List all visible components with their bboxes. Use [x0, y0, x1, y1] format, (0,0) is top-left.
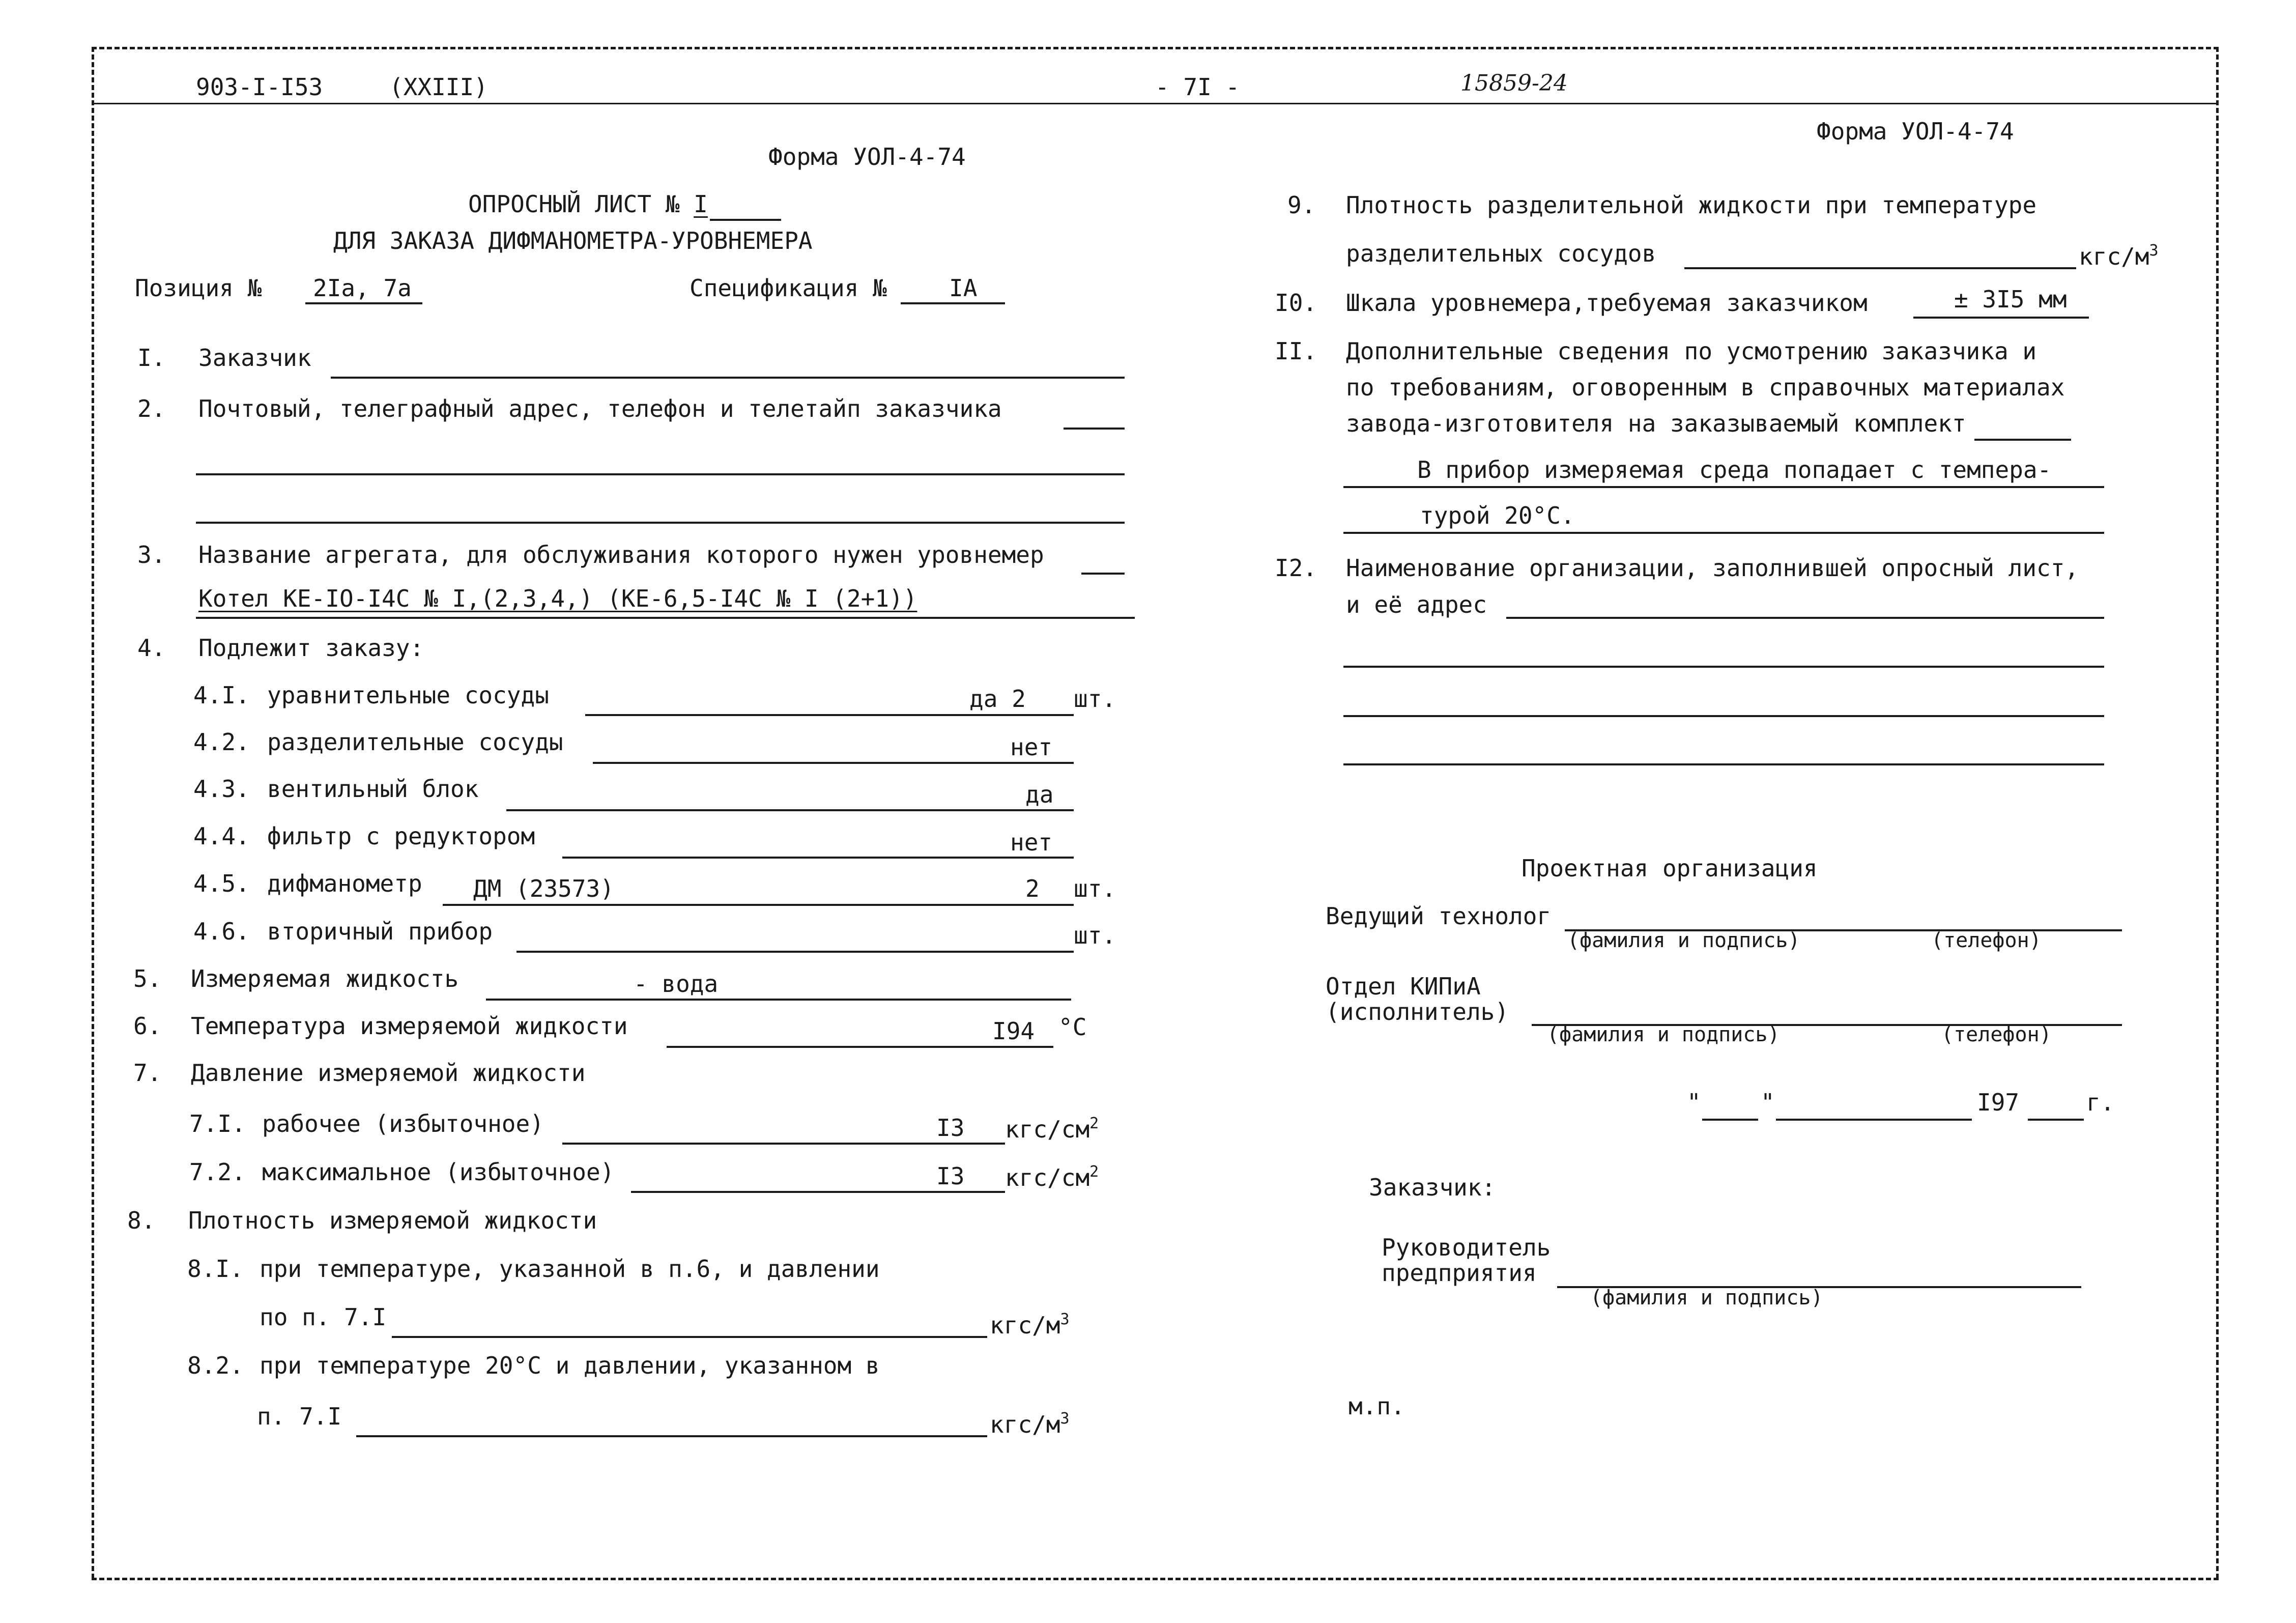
item-11-num: II.: [1275, 337, 1317, 365]
date-day-line: [1702, 1119, 1758, 1121]
lead-technologist-phone-caption: (телефон): [1931, 929, 2042, 952]
stamp-placeholder: м.п.: [1348, 1392, 1405, 1420]
head-label-line1: Руководитель: [1382, 1234, 1551, 1261]
item-4-5-num: 4.5.: [193, 870, 250, 897]
item-7-1-unit: кгс/$см^2$: [1005, 1115, 1099, 1143]
item-2-label: Почтовый, телеграфный адрес, телефон и телетайп заказчика: [198, 395, 1002, 422]
lead-technologist-name-caption: (фамилия и подпись): [1567, 929, 1800, 952]
item-4-3-label: вентильный блок: [267, 775, 479, 803]
frame-right: [2216, 47, 2219, 1579]
date-year: I97: [1977, 1089, 2020, 1116]
item-11-note1: В прибор измеряемая среда попадает с темпера-: [1417, 456, 2052, 483]
item-8-2-unit: кгс/$м^3$: [990, 1410, 1070, 1438]
date-suffix: г.: [2086, 1089, 2115, 1116]
frame-top: [92, 47, 2219, 49]
item-7-label: Давление измеряемой жидкости: [191, 1059, 586, 1087]
item-4-5-model: ДМ (23573): [473, 875, 614, 902]
item-4-3-num: 4.3.: [193, 775, 250, 803]
item-4-4-value: нет: [1010, 829, 1053, 856]
position-label: Позиция №: [135, 274, 262, 302]
date-quote-close: ": [1761, 1089, 1775, 1116]
item-3-value: Котел КЕ-IO-I4C № I,(2,3,4,) (КЕ-6,5-I4C № I (2+1)): [198, 585, 917, 612]
item-10-label: Шкала уровнемера,требуемая заказчиком: [1346, 289, 1868, 317]
dept-name-caption: (фамилия и подпись): [1547, 1023, 1780, 1046]
item-2-line-b: [196, 473, 1125, 475]
item-6-value: I94: [992, 1017, 1035, 1045]
spec-label: Спецификация №: [690, 274, 887, 302]
item-4-2-line: [593, 762, 1074, 764]
item-10-value: ± 3I5 мм: [1954, 286, 2067, 313]
position-line: [305, 302, 422, 304]
item-4-1-label: уравнительные сосуды: [267, 681, 549, 709]
head-label-line2: предприятия: [1382, 1259, 1537, 1287]
item-4-1-value: да 2: [969, 685, 1026, 713]
item-12-fill-line-d: [1343, 763, 2104, 765]
frame-left: [92, 47, 94, 1579]
page-number: - 7I -: [1155, 73, 1240, 101]
item-8-2-fill-line: [356, 1435, 987, 1437]
item-5-line: [486, 999, 1071, 1001]
dept-phone-caption: (телефон): [1941, 1023, 2052, 1046]
item-7-2-label: максимальное (избыточное): [262, 1158, 615, 1186]
item-12-num: I2.: [1275, 554, 1317, 582]
item-7-1-num: 7.I.: [189, 1110, 246, 1137]
item-4-4-label: фильтр с редуктором: [267, 822, 535, 850]
item-2-line-c: [196, 522, 1125, 524]
item-5-value: - вода: [634, 970, 719, 998]
item-2-num: 2.: [137, 395, 166, 422]
item-12-line2: и её адрес: [1346, 591, 1487, 618]
item-11-fill-line: [1974, 439, 2071, 441]
spec-value: IA: [949, 274, 978, 302]
form-subtitle: ДЛЯ ЗАКАЗА ДИФМАНОМЕТРА-УРОВНЕМЕРА: [333, 227, 813, 254]
item-3-label: Название агрегата, для обслуживания которого нужен уровнемер: [198, 541, 1044, 568]
item-3-num: 3.: [137, 541, 166, 568]
frame-bottom: [92, 1578, 2219, 1580]
item-6-line: [667, 1046, 1053, 1048]
item-2-line-a: [1064, 428, 1125, 430]
lead-technologist-label: Ведущий технолог: [1326, 902, 1552, 930]
item-1-line: [331, 377, 1125, 379]
form-label-right: Форма УОЛ-4-74: [1817, 118, 2014, 145]
item-4-3-value: да: [1025, 781, 1054, 808]
item-8-1-line1: при температуре, указанной в п.6, и давлении: [260, 1255, 880, 1283]
header-rule: [92, 103, 2219, 104]
item-11-note2-line: [1343, 532, 2104, 534]
item-8-label: Плотность измеряемой жидкости: [188, 1207, 597, 1234]
item-4-6-label: вторичный прибор: [267, 918, 493, 945]
item-6-num: 6.: [133, 1012, 162, 1040]
item-4-3-line: [506, 809, 1074, 811]
item-8-2-line2: п. 7.I: [257, 1403, 342, 1430]
item-4-2-label: разделительные сосуды: [267, 728, 563, 756]
date-quote-open: ": [1687, 1089, 1701, 1116]
item-4-num: 4.: [137, 634, 166, 662]
item-12-fill-line-b: [1343, 666, 2104, 668]
item-6-unit: °C: [1058, 1013, 1087, 1041]
item-9-unit: кгс/$м^3$: [2079, 242, 2159, 270]
item-3-line-a: [1081, 573, 1125, 575]
dept-label-line2: (исполнитель): [1326, 998, 1509, 1026]
item-4-6-unit: шт.: [1074, 922, 1116, 949]
item-7-2-value: I3: [936, 1162, 965, 1190]
item-7-1-line: [562, 1143, 1005, 1145]
item-8-1-line2: по п. 7.I: [260, 1303, 387, 1331]
date-year-line: [2028, 1119, 2084, 1121]
item-1-num: I.: [137, 344, 166, 372]
item-8-num: 8.: [127, 1207, 156, 1234]
form-label: Форма УОЛ-4-74: [768, 143, 966, 170]
item-8-1-fill-line: [392, 1336, 987, 1338]
item-7-2-num: 7.2.: [189, 1158, 246, 1186]
handwritten-ref: 15859-24: [1460, 70, 1568, 96]
item-8-2-num: 8.2.: [187, 1352, 244, 1379]
item-10-num: I0.: [1275, 289, 1317, 317]
item-11-line2: по требованиям, оговоренным в справочных материалах: [1346, 374, 2065, 401]
item-4-2-value: нет: [1010, 733, 1053, 761]
item-5-label: Измеряемая жидкость: [191, 965, 459, 992]
item-4-4-line: [562, 857, 1074, 859]
item-8-2-line1: при температуре 20°C и давлении, указанном в: [260, 1352, 880, 1379]
item-9-line2: разделительных сосудов: [1346, 240, 1656, 267]
item-4-6-num: 4.6.: [193, 918, 250, 945]
item-1-label: Заказчик: [198, 344, 311, 372]
form-title: ОПРОСНЫЙ ЛИСТ № I: [468, 190, 708, 218]
item-11-line3: завода-изготовителя на заказываемый комплект: [1346, 410, 1966, 437]
doc-volume: (XXIII): [389, 73, 488, 101]
item-8-1-unit: кгс/$м^3$: [990, 1311, 1070, 1339]
dept-label-line1: Отдел КИПиА: [1326, 973, 1481, 1000]
doc-code: 903-I-I53: [196, 73, 323, 101]
item-9-line1: Плотность разделительной жидкости при температуре: [1346, 191, 2037, 219]
item-4-1-unit: шт.: [1074, 685, 1116, 713]
item-4-5-line: [443, 904, 1074, 906]
item-4-5-unit: шт.: [1074, 875, 1116, 902]
item-4-5-label: дифманометр: [267, 870, 422, 897]
item-7-2-unit: кгс/$см^2$: [1005, 1163, 1099, 1191]
item-4-5-qty: 2: [1025, 875, 1040, 902]
head-name-caption: (фамилия и подпись): [1590, 1286, 1823, 1309]
item-7-1-label: рабочее (избыточное): [262, 1110, 544, 1137]
item-12-fill-line-a: [1506, 617, 2104, 619]
spec-line: [901, 302, 1005, 304]
item-4-1-line: [585, 714, 1074, 716]
item-8-1-num: 8.I.: [187, 1255, 244, 1283]
item-10-line: [1913, 317, 2089, 319]
item-12-fill-line-c: [1343, 715, 2104, 717]
sheet-number-line: [710, 219, 781, 221]
item-3-line-b: [196, 617, 1135, 619]
item-11-line1: Дополнительные сведения по усмотрению заказчика и: [1346, 337, 2037, 365]
customer-label: Заказчик:: [1369, 1174, 1496, 1201]
item-9-fill-line: [1684, 267, 2076, 269]
item-4-4-num: 4.4.: [193, 822, 250, 850]
item-6-label: Температура измеряемой жидкости: [191, 1012, 628, 1040]
item-5-num: 5.: [133, 965, 162, 992]
item-4-6-line: [516, 951, 1074, 953]
position-value: 2Iа, 7а: [313, 274, 412, 302]
project-org-title: Проектная организация: [1522, 855, 1818, 882]
item-9-num: 9.: [1287, 191, 1316, 219]
item-7-num: 7.: [133, 1059, 162, 1087]
item-11-note2: турой 20°C.: [1420, 502, 1575, 529]
item-4-label: Подлежит заказу:: [198, 634, 424, 662]
item-11-note1-line: [1343, 486, 2104, 488]
item-12-line1: Наименование организации, заполнившей опросный лист,: [1346, 554, 2079, 582]
item-4-2-num: 4.2.: [193, 728, 250, 756]
date-month-line: [1776, 1119, 1972, 1121]
item-4-1-num: 4.I.: [193, 681, 250, 709]
item-7-1-value: I3: [936, 1114, 965, 1142]
item-7-2-line: [631, 1191, 1005, 1193]
